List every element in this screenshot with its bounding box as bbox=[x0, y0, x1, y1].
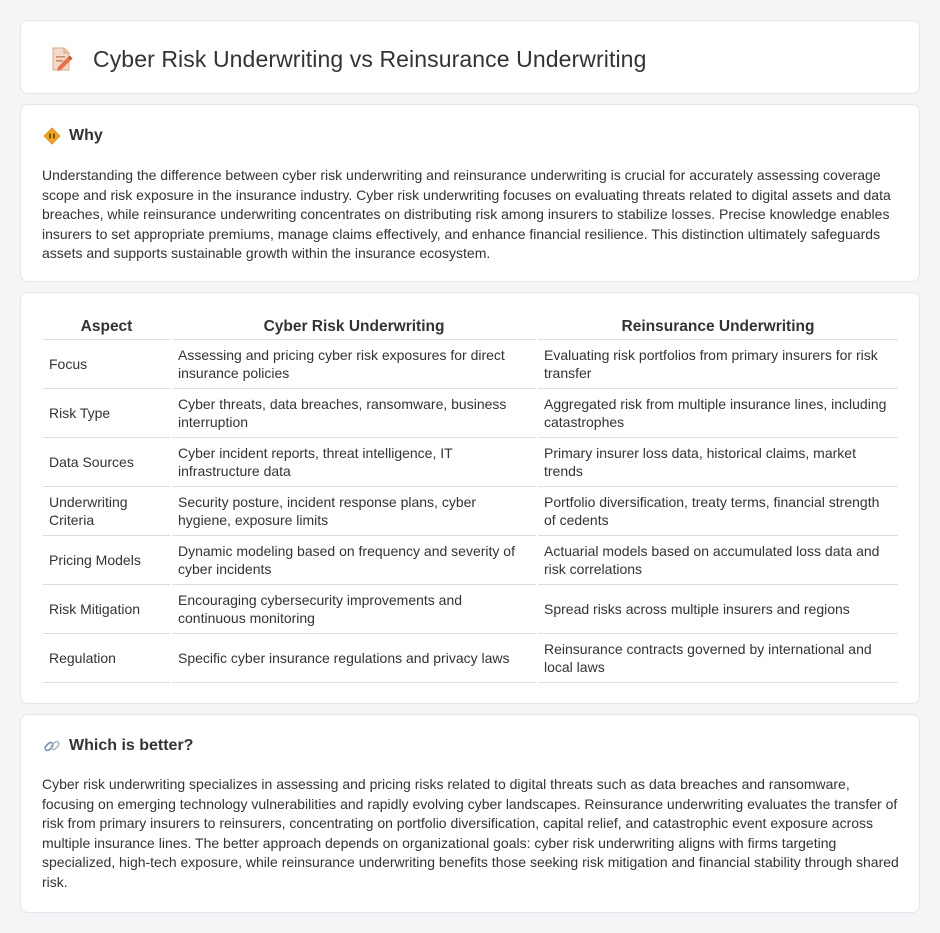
cyber-cell: Cyber incident reports, threat intelligence, IT infrastructure data bbox=[172, 438, 536, 487]
reinsurance-cell: Reinsurance contracts governed by international and local laws bbox=[538, 634, 898, 683]
aspect-cell: Focus bbox=[43, 340, 170, 389]
better-heading-row bbox=[43, 737, 193, 755]
table-row bbox=[43, 536, 898, 585]
aspect-cell: Pricing Models bbox=[43, 536, 170, 585]
header-aspect: Aspect bbox=[43, 315, 170, 340]
table-header-row bbox=[43, 315, 898, 340]
table-row bbox=[43, 487, 898, 536]
table-row bbox=[43, 634, 898, 683]
table-row bbox=[43, 438, 898, 487]
reinsurance-cell: Spread risks across multiple insurers and regions bbox=[538, 585, 898, 634]
title-row bbox=[47, 45, 646, 73]
reinsurance-cell: Evaluating risk portfolios from primary insurers for risk transfer bbox=[538, 340, 898, 389]
cyber-cell: Dynamic modeling based on frequency and severity of cyber incidents bbox=[172, 536, 536, 585]
page-title: Cyber Risk Underwriting vs Reinsurance Underwriting bbox=[93, 45, 647, 72]
cyber-cell: Encouraging cybersecurity improvements and continuous monitoring bbox=[172, 585, 536, 634]
comparison-table bbox=[41, 315, 900, 683]
better-section bbox=[20, 714, 920, 913]
cyber-cell: Assessing and pricing cyber risk exposures for direct insurance policies bbox=[172, 340, 536, 389]
cyber-cell: Security posture, incident response plans, cyber hygiene, exposure limits bbox=[172, 487, 536, 536]
header-reinsurance: Reinsurance Underwriting bbox=[538, 315, 898, 340]
aspect-cell: Regulation bbox=[43, 634, 170, 683]
header-cyber: Cyber Risk Underwriting bbox=[172, 315, 536, 340]
aspect-cell: Underwriting Criteria bbox=[43, 487, 170, 536]
why-section bbox=[20, 104, 920, 282]
table-row bbox=[43, 585, 898, 634]
better-text: Cyber risk underwriting specializes in assessing and pricing risks related to digital threats such as data breaches and ransomware, focusing on emerging technology vulnerabilities and rapidly evolving cyber landscapes. Reinsurance underwriting evaluates the transfer of risk from primary insurers to reinsurers, concentrating on portfolio diversification, capital relief, and catastrophic event exposure across multiple insurance lines. The better approach depends on organizational goals: cyber risk underwriting aligns with firms targeting specialized, high-tech exposure, while reinsurance underwriting benefits those seeking risk mitigation and financial stability through shared risk. bbox=[42, 776, 899, 890]
table-row bbox=[43, 389, 898, 438]
reinsurance-cell: Portfolio diversification, treaty terms, financial strength of cedents bbox=[538, 487, 898, 536]
cyber-cell: Specific cyber insurance regulations and privacy laws bbox=[172, 634, 536, 683]
aspect-cell: Risk Type bbox=[43, 389, 170, 438]
title-card bbox=[20, 20, 920, 94]
cyber-cell: Cyber threats, data breaches, ransomware, business interruption bbox=[172, 389, 536, 438]
reinsurance-cell: Actuarial models based on accumulated loss data and risk correlations bbox=[538, 536, 898, 585]
why-text: Understanding the difference between cyber risk underwriting and reinsurance underwriting is crucial for accurately assessing coverage scope and risk exposure in the insurance industry. Cyber risk underwriting focuses on evaluating threats related to digital assets and data breaches, while reinsurance underwriting concentrates on distributing risk among insurers to stabilize losses. Precise knowledge enables insurers to set appropriate premiums, manage claims effectively, and enhance financial resilience. This distinction ultimately safeguards assets and supports sustainable growth within the insurance ecosystem. bbox=[42, 167, 891, 261]
aspect-cell: Data Sources bbox=[43, 438, 170, 487]
document-pencil-icon bbox=[47, 45, 75, 73]
reinsurance-cell: Primary insurer loss data, historical claims, market trends bbox=[538, 438, 898, 487]
diamond-sign-icon bbox=[43, 127, 61, 145]
why-heading-row bbox=[43, 127, 103, 145]
table-row bbox=[43, 340, 898, 389]
link-icon bbox=[43, 737, 61, 755]
better-heading: Which is better? bbox=[69, 737, 194, 754]
comparison-section bbox=[20, 292, 920, 704]
why-heading: Why bbox=[69, 127, 103, 144]
aspect-cell: Risk Mitigation bbox=[43, 585, 170, 634]
reinsurance-cell: Aggregated risk from multiple insurance lines, including catastrophes bbox=[538, 389, 898, 438]
